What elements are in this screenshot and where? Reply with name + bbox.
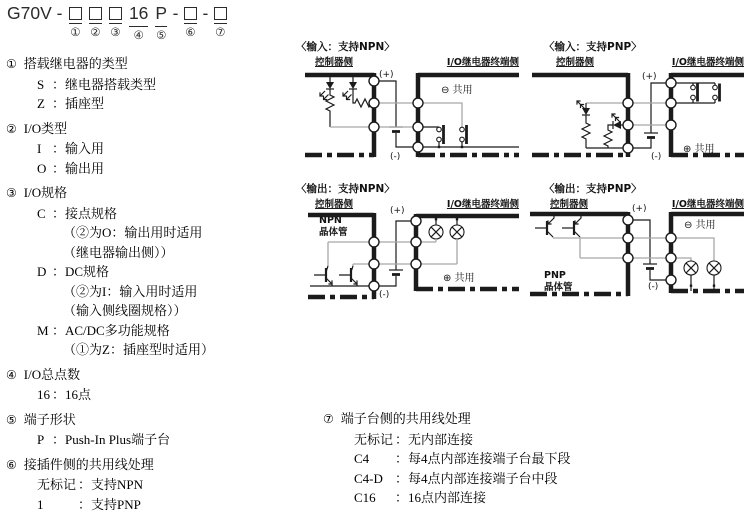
legend-item: 无标记 ：无内部连接 (354, 431, 474, 447)
controller-side-label: 控制器侧 (556, 57, 595, 68)
load-icon (450, 225, 464, 239)
legend-item-note: （②为O：输出用时适用 (63, 225, 203, 240)
group-title: 端子形状 (23, 411, 76, 427)
plus-label: (+) (390, 206, 405, 216)
input-pnp-diagram (520, 35, 749, 181)
diagram-title: 〈输入：支持PNP〉 (544, 41, 642, 53)
resistor-icon (582, 115, 590, 148)
minus-common-label: ⊖ 共用 (684, 220, 716, 231)
resistor-icon (326, 89, 334, 127)
legend-item: O ：输出用 (37, 160, 105, 176)
group-title: I/O规格 (23, 185, 68, 200)
legend-item: P ：Push-In Plus端子台 (37, 432, 171, 447)
legend-item: Z ：插座型 (37, 96, 105, 111)
legend-group-1 (6, 54, 306, 114)
plus-label: (+) (642, 72, 657, 82)
legend-group-3 (6, 183, 306, 360)
switch-icon (713, 83, 720, 103)
segment-underline (214, 23, 227, 24)
legend-item-note: （输入侧线圈规格）） (63, 303, 187, 318)
load-icon (684, 261, 698, 275)
segment-number: ② (90, 25, 101, 39)
group-number: ② (6, 121, 17, 136)
switch-icon (691, 83, 698, 103)
model-segment-2 (89, 4, 102, 39)
legend-group-4 (6, 365, 306, 405)
minus-label: (-) (648, 282, 659, 292)
legend-group-6 (6, 455, 306, 515)
group-number: ① (6, 57, 17, 71)
io-terminal-side-label: I/O继电器终端侧 (446, 199, 519, 210)
io-terminal-side-label: I/O继电器终端侧 (446, 57, 519, 68)
pnp-transistor-label-2: 晶体管 (544, 282, 573, 293)
terminal-dots (623, 78, 676, 153)
model-dash: - (172, 3, 179, 23)
npn-transistor-label: NPN (319, 215, 342, 226)
legend-item: C4-D ：每4点内部连接端子台中段 (354, 470, 558, 486)
resistor-icon (604, 125, 613, 148)
legend-item: I ：输入用 (37, 141, 105, 156)
minus-label: (-) (379, 290, 390, 300)
legend-item: S ：继电器搭载类型 (37, 76, 157, 92)
input-npn-diagram (295, 35, 525, 181)
segment-number: ⑤ (156, 28, 167, 43)
legend-item: C16 ：16点内部连接 (354, 490, 487, 505)
legend-item: 16 ：16点 (37, 387, 92, 402)
model-number-line (7, 4, 230, 42)
plus-label: (+) (379, 70, 394, 80)
npn-transistor-icon (339, 264, 357, 286)
legend-item: D ：DC规格 (37, 264, 110, 279)
model-segment-5 (155, 4, 167, 42)
output-npn-diagram (295, 178, 525, 325)
legend-item-note: （①为Z：插座型时适用） (63, 342, 214, 357)
segment-underline (109, 23, 122, 24)
io-terminal-side-label: I/O继电器终端侧 (671, 199, 744, 210)
legend-item: C ：接点规格 (37, 205, 118, 221)
model-segment-1 (69, 4, 82, 39)
group-number: ⑤ (6, 412, 17, 427)
terminal-dots (369, 216, 421, 291)
segment-label: 16 (128, 3, 149, 23)
legend-item: M ：AC/DC多功能规格 (37, 322, 170, 338)
legend-item-note: （继电器输出侧）） (63, 244, 174, 260)
diagram-title: 〈输入：支持NPN〉 (296, 41, 395, 53)
controller-side-label: 控制器侧 (550, 199, 589, 210)
npn-transistor-label-2: 晶体管 (319, 227, 348, 238)
battery-icon (628, 220, 671, 280)
plus-label: (+) (632, 204, 647, 214)
group-title: I/O类型 (23, 120, 68, 136)
segment-underline (155, 26, 167, 27)
npn-transistor-icon (314, 242, 332, 286)
model-prefix: G70V - (7, 3, 63, 23)
model-legend (6, 54, 306, 519)
model-segment-4 (129, 4, 148, 42)
model-segment-7 (214, 4, 227, 39)
group-number: ⑦ (323, 412, 334, 426)
segment-number: ⑥ (185, 25, 196, 39)
minus-common-label: ⊖ 共用 (441, 85, 473, 96)
group-title: 端子台侧的共用线处理 (340, 411, 471, 426)
segment-underline (184, 23, 197, 24)
group-number: ③ (6, 186, 17, 200)
model-dash: - (202, 3, 209, 23)
model-segment-3 (109, 4, 122, 39)
segment-number: ① (70, 25, 81, 39)
blank-box-icon (69, 7, 82, 20)
switch-icon (437, 125, 444, 147)
blank-box-icon (184, 7, 197, 20)
pnp-transistor-icon (562, 214, 581, 258)
controller-side-label: 控制器侧 (315, 57, 354, 68)
segment-underline (69, 23, 82, 24)
group-title: 搭载继电器的类型 (23, 56, 128, 71)
group-title: I/O总点数 (23, 366, 81, 382)
legend-group-7 (323, 409, 743, 508)
blank-box-icon (109, 7, 122, 20)
legend-item: 1 ：支持PNP (37, 496, 141, 512)
output-pnp-diagram (520, 178, 749, 325)
plus-common-label: ⊕ 共用 (443, 273, 475, 284)
controller-side-label: 控制器侧 (315, 199, 354, 210)
legend-item-note: （②为I：输入用时适用 (63, 283, 198, 299)
diagram-title: 〈输出：支持PNP〉 (544, 183, 642, 195)
segment-underline (89, 23, 102, 24)
blank-box-icon (214, 7, 227, 20)
segment-label: P (155, 3, 168, 23)
pnp-transistor-label: PNP (544, 270, 566, 281)
battery-icon (374, 81, 418, 147)
battery-icon (628, 83, 671, 148)
minus-label: (-) (390, 152, 401, 162)
pnp-transistor-icon (535, 214, 554, 238)
group-number: ④ (6, 367, 17, 382)
legend-group-5 (6, 410, 306, 450)
load-icon (707, 261, 721, 275)
load-icon (429, 225, 443, 239)
segment-number: ④ (133, 28, 144, 43)
plus-common-label: ⊕ 共用 (683, 144, 715, 155)
blank-box-icon (89, 7, 102, 20)
switch-icon (460, 125, 467, 147)
diagram-title: 〈输出：支持NPN〉 (296, 183, 395, 195)
segment-number: ⑦ (215, 25, 226, 39)
segment-number: ③ (110, 25, 121, 39)
battery-icon (374, 221, 416, 286)
minus-label: (-) (651, 152, 662, 162)
group-number: ⑥ (6, 457, 17, 472)
led-icon (343, 75, 357, 100)
legend-group-2 (6, 119, 306, 179)
legend-item: C4 ：每4点内部连接端子台最下段 (354, 451, 571, 466)
group-title: 接插件侧的共用线处理 (23, 456, 154, 472)
model-segment-6 (184, 4, 197, 39)
io-terminal-side-label: I/O继电器终端侧 (671, 57, 744, 68)
legend-item: 无标记 ：支持NPN (37, 477, 144, 492)
segment-underline (129, 26, 148, 27)
